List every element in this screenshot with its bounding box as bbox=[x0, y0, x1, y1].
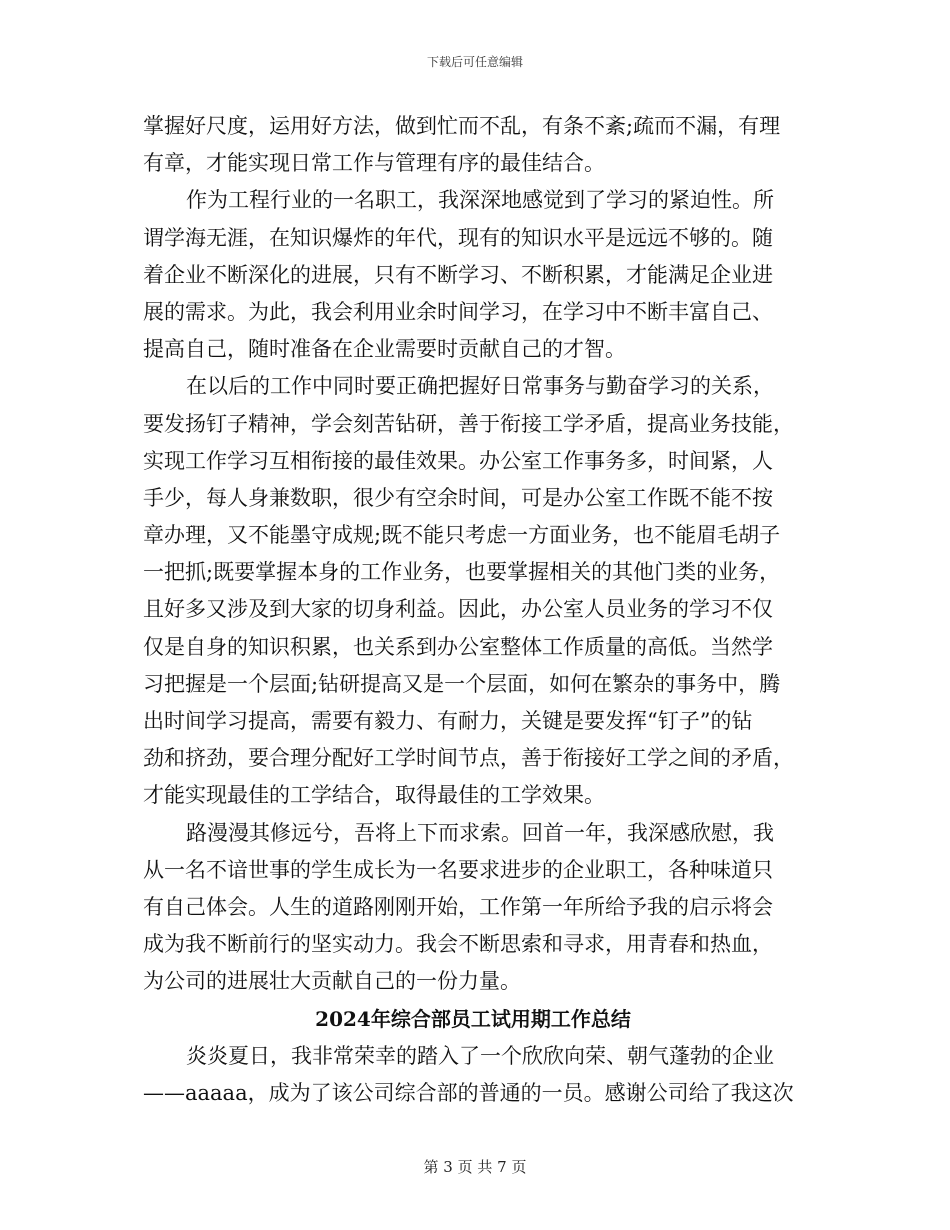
text-line: 劲和挤劲，要合理分配好工学时间节点，善于衔接好工学之间的矛盾， bbox=[143, 746, 794, 771]
paragraph-start-line: 在以后的工作中同时要正确把握好日常事务与勤奋学习的关系， bbox=[186, 374, 774, 399]
text-line: 习把握是一个层面;钻研提高又是一个层面，如何在繁杂的事务中，腾 bbox=[143, 671, 781, 696]
text-line: 仅是自身的知识积累，也关系到办公室整体工作质量的高低。当然学 bbox=[143, 634, 773, 659]
paragraph-start-line: 作为工程行业的一名职工，我深深地感觉到了学习的紧迫性。所 bbox=[186, 188, 774, 213]
text-line: 提高自己，随时准备在企业需要时贡献自己的才智。 bbox=[143, 337, 626, 362]
text-line: 谓学海无涯，在知识爆炸的年代，现有的知识水平是远远不够的。随 bbox=[143, 225, 773, 250]
text-line: 成为我不断前行的坚实动力。我会不断思索和寻求，用青春和热血， bbox=[143, 932, 773, 957]
section-heading: 2024年综合部员工试用期工作总结 bbox=[315, 1006, 631, 1031]
text-line: 才能实现最佳的工学结合，取得最佳的工学效果。 bbox=[143, 783, 605, 808]
page-header-note: 下载后可任意编辑 bbox=[426, 55, 523, 69]
text-line: 章办理，又不能墨守成规;既不能只考虑一方面业务，也不能眉毛胡子 bbox=[143, 523, 781, 548]
text-line: 展的需求。为此，我会利用业余时间学习，在学习中不断丰富自己、 bbox=[143, 299, 773, 324]
paragraph-start-line: 路漫漫其修远兮，吾将上下而求索。回首一年，我深感欣慰，我 bbox=[186, 820, 774, 845]
text-line: 着企业不断深化的进展，只有不断学习、不断积累，才能满足企业进 bbox=[143, 262, 773, 287]
text-line: 手少，每人身兼数职，很少有空余时间，可是办公室工作既不能不按 bbox=[143, 485, 773, 510]
text-line: 要发扬钉子精神，学会刻苦钻研，善于衔接工学矛盾，提高业务技能， bbox=[143, 411, 794, 436]
text-line: 实现工作学习互相衔接的最佳效果。办公室工作事务多，时间紧，人 bbox=[143, 448, 773, 473]
text-line: ——aaaaa，成为了该公司综合部的普通的一员。感谢公司给了我这次 bbox=[143, 1080, 794, 1105]
text-line: 掌握好尺度，运用好方法，做到忙而不乱，有条不紊;疏而不漏，有理 bbox=[143, 114, 781, 138]
text-line: 从一名不谙世事的学生成长为一名要求进步的企业职工，各种味道只 bbox=[143, 857, 773, 882]
text-line: 且好多又涉及到大家的切身利益。因此，办公室人员业务的学习不仅 bbox=[143, 597, 773, 622]
text-line: 为公司的进展壮大贡献自己的一份力量。 bbox=[143, 969, 521, 994]
page-number-footer: 第 3 页 共 7 页 bbox=[423, 1158, 527, 1176]
document-body bbox=[143, 108, 803, 1112]
text-line: 一把抓;既要掌握本身的工作业务，也要掌握相关的其他门类的业务， bbox=[143, 560, 781, 585]
text-line: 出时间学习提高，需要有毅力、有耐力，关键是要发挥“钉子”的钻 bbox=[143, 709, 753, 733]
paragraph-start-line: 炎炎夏日，我非常荣幸的踏入了一个欣欣向荣、朝气蓬勃的企业 bbox=[186, 1043, 774, 1068]
text-line: 有自己体会。人生的道路刚刚开始，工作第一年所给予我的启示将会 bbox=[143, 894, 773, 919]
text-line: 有章，才能实现日常工作与管理有序的最佳结合。 bbox=[143, 151, 605, 176]
